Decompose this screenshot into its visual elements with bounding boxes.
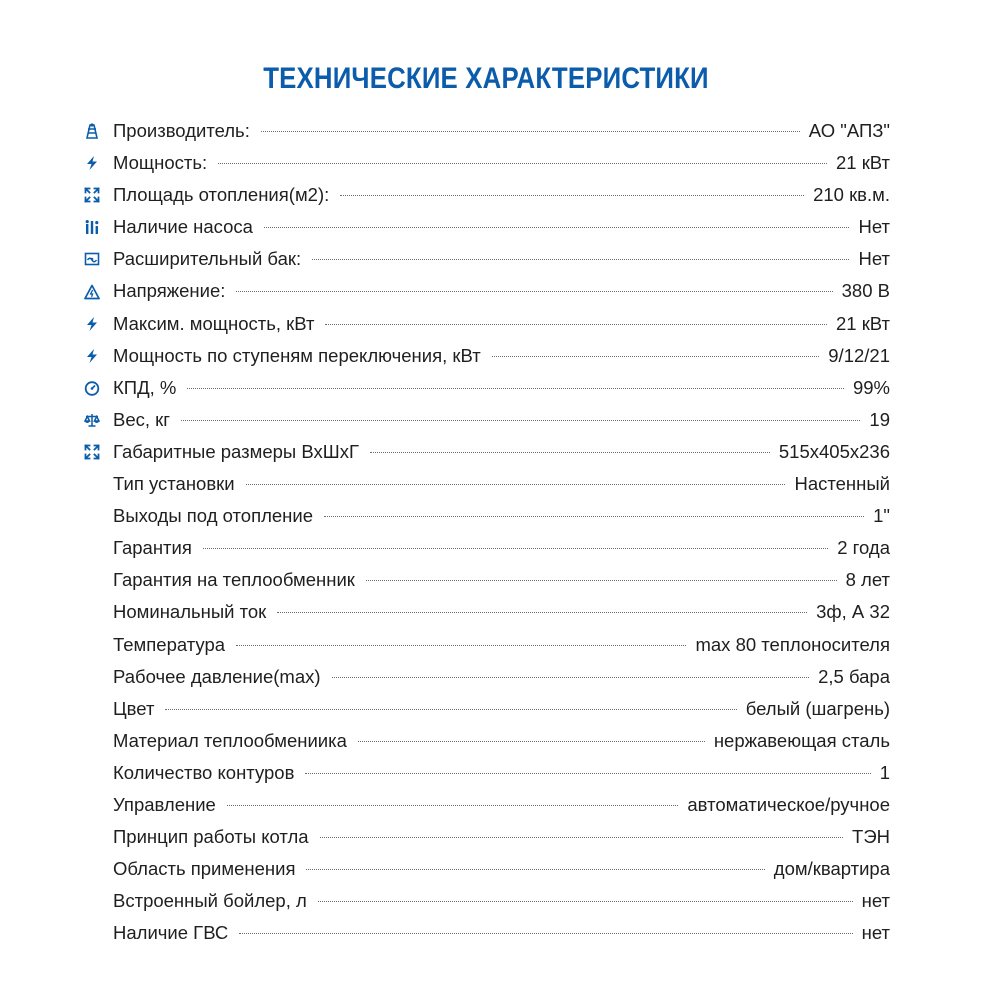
spec-label: Площадь отопления(м2): (113, 184, 330, 206)
spec-label: Выходы под отопление (113, 505, 314, 527)
dot-leader (366, 580, 837, 581)
spec-label: Тип установки (113, 473, 235, 495)
dot-leader (305, 773, 870, 774)
spec-row (84, 853, 890, 885)
spec-row (84, 693, 890, 725)
spec-row (84, 308, 890, 340)
spec-label: Материал теплообмениика (113, 729, 347, 751)
spec-label: Габаритные размеры ВхШхГ (113, 440, 359, 462)
icon-placeholder (84, 861, 100, 877)
spec-row (84, 821, 890, 853)
spec-value: нет (861, 890, 890, 912)
spec-row (84, 885, 890, 917)
spec-row (84, 596, 890, 628)
spec-value: дом/квартира (773, 858, 890, 880)
expansion-tank-icon (84, 251, 100, 267)
dot-leader (187, 388, 844, 389)
dot-leader (325, 324, 827, 325)
spec-label: Управление (113, 793, 216, 815)
spec-row (84, 115, 890, 147)
spec-row (84, 372, 890, 404)
spec-value: 21 кВт (835, 312, 890, 334)
spec-label: Область применения (113, 858, 296, 880)
spec-label: Вес, кг (113, 408, 170, 430)
spec-label: Принцип работы котла (113, 826, 309, 848)
icon-placeholder (84, 604, 100, 620)
spec-row (84, 917, 890, 949)
spec-label: Гарантия (113, 537, 192, 559)
expand-area-icon (84, 187, 100, 203)
lightning-icon (84, 348, 100, 364)
dot-leader (246, 484, 786, 485)
dot-leader (218, 163, 827, 164)
spec-label: Рабочее давление(max) (113, 665, 321, 687)
spec-value: нержавеющая сталь (713, 729, 890, 751)
spec-row (84, 629, 890, 661)
icon-placeholder (84, 925, 100, 941)
specs-list (84, 115, 890, 949)
spec-value: 2,5 бара (818, 665, 890, 687)
spec-label: Мощность по ступеням переключения, кВт (113, 344, 481, 366)
spec-value: нет (861, 922, 890, 944)
spec-value: 515х405х236 (778, 440, 890, 462)
spec-row (84, 500, 890, 532)
spec-label: Мощность: (113, 152, 208, 174)
spec-row (84, 725, 890, 757)
voltage-warning-icon (84, 284, 100, 300)
icon-placeholder (84, 829, 100, 845)
spec-value: 3ф, А 32 (816, 601, 890, 623)
icon-placeholder (84, 508, 100, 524)
dot-leader (264, 227, 850, 228)
spec-value: белый (шагрень) (745, 697, 890, 719)
spec-value: 19 (869, 408, 890, 430)
spec-row (84, 661, 890, 693)
spec-label: КПД, % (113, 376, 177, 398)
gauge-icon (84, 380, 100, 396)
spec-value: 2 года (837, 537, 890, 559)
spec-row (84, 179, 890, 211)
spec-label: Гарантия на теплообменник (113, 569, 355, 591)
spec-label: Цвет (113, 697, 155, 719)
dot-leader (370, 452, 770, 453)
icon-placeholder (84, 637, 100, 653)
spec-row (84, 757, 890, 789)
dot-leader (181, 420, 860, 421)
spec-label: Наличие насоса (113, 216, 253, 238)
spec-value: 210 кв.м. (813, 184, 890, 206)
spec-row (84, 211, 890, 243)
icon-placeholder (84, 701, 100, 717)
pump-icon (84, 219, 100, 235)
spec-label: Номинальный ток (113, 601, 267, 623)
dot-leader (277, 612, 807, 613)
spec-value: автоматическое/ручное (687, 793, 890, 815)
spec-label: Количество контуров (113, 761, 295, 783)
icon-placeholder (84, 733, 100, 749)
spec-value: Настенный (794, 473, 890, 495)
spec-label: Наличие ГВС (113, 922, 229, 944)
scales-icon (84, 412, 100, 428)
factory-icon (84, 123, 100, 139)
icon-placeholder (84, 765, 100, 781)
lightning-icon (84, 155, 100, 171)
dot-leader (236, 291, 832, 292)
spec-value: 1" (873, 505, 890, 527)
spec-row (84, 436, 890, 468)
spec-row (84, 340, 890, 372)
spec-value: 99% (852, 376, 890, 398)
dot-leader (332, 677, 810, 678)
dot-leader (261, 131, 800, 132)
spec-value: 380 В (841, 280, 890, 302)
dot-leader (239, 933, 852, 934)
spec-row (84, 243, 890, 275)
dot-leader (320, 837, 844, 838)
spec-label: Максим. мощность, кВт (113, 312, 315, 334)
dot-leader (165, 709, 736, 710)
spec-row (84, 275, 890, 307)
dot-leader (203, 548, 828, 549)
spec-row (84, 532, 890, 564)
spec-label: Встроенный бойлер, л (113, 890, 307, 912)
dot-leader (236, 645, 686, 646)
spec-row (84, 147, 890, 179)
spec-row (84, 468, 890, 500)
expand-area-icon (84, 444, 100, 460)
spec-value: Нет (858, 216, 890, 238)
icon-placeholder (84, 572, 100, 588)
icon-placeholder (84, 476, 100, 492)
spec-value: 8 лет (845, 569, 890, 591)
icon-placeholder (84, 669, 100, 685)
spec-row (84, 789, 890, 821)
spec-row (84, 564, 890, 596)
dot-leader (227, 805, 679, 806)
spec-label: Температура (113, 633, 226, 655)
dot-leader (312, 259, 849, 260)
spec-label: Производитель: (113, 120, 250, 141)
spec-value: 21 кВт (835, 152, 890, 174)
spec-row (84, 404, 890, 436)
spec-value: 1 (879, 761, 890, 783)
dot-leader (324, 516, 864, 517)
spec-value: ТЭН (852, 826, 890, 848)
dot-leader (358, 741, 705, 742)
spec-label: Напряжение: (113, 280, 226, 302)
page-title: ТЕХНИЧЕСКИЕ ХАРАКТЕРИСТИКИ (263, 62, 709, 96)
dot-leader (306, 869, 764, 870)
icon-placeholder (84, 540, 100, 556)
spec-label: Расширительный бак: (113, 248, 302, 270)
spec-value: max 80 теплоносителя (695, 633, 890, 655)
spec-value: 9/12/21 (828, 344, 890, 366)
icon-placeholder (84, 797, 100, 813)
dot-leader (318, 901, 853, 902)
dot-leader (340, 195, 804, 196)
dot-leader (492, 356, 820, 357)
spec-value: Нет (858, 248, 890, 270)
icon-placeholder (84, 893, 100, 909)
spec-value: АО "АПЗ" (808, 120, 890, 141)
lightning-icon (84, 316, 100, 332)
